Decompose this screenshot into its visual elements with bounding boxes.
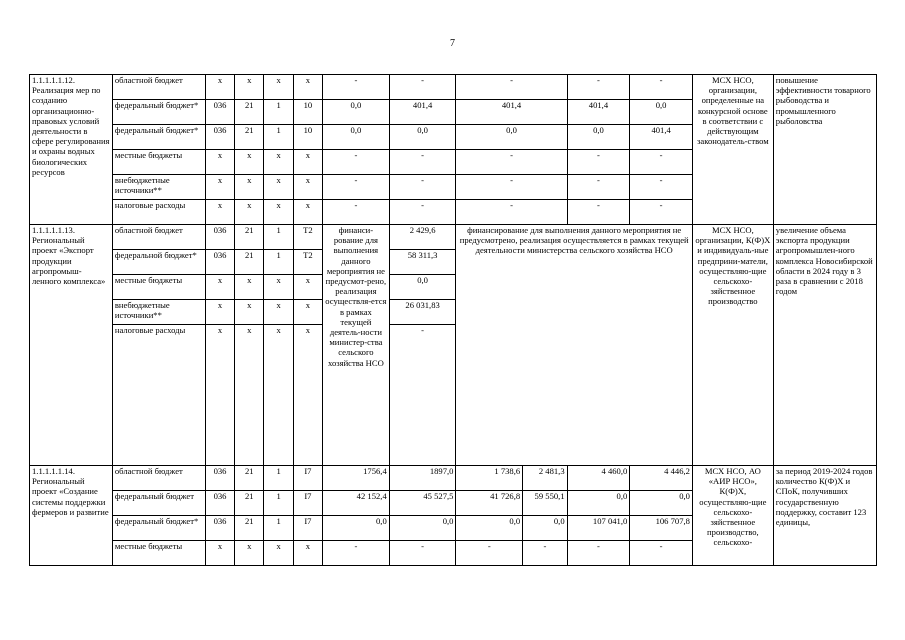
code-cell: х — [205, 175, 234, 200]
code-cell: х — [264, 150, 293, 175]
funding-source: местные бюджеты — [112, 150, 205, 175]
value-cell: 401,4 — [567, 100, 630, 125]
funding-source: налоговые расходы — [112, 325, 205, 466]
value-cell: - — [630, 75, 693, 100]
code-cell: 036 — [205, 225, 234, 250]
value-cell: 4 446,2 — [630, 466, 693, 491]
code-cell: I7 — [293, 466, 322, 491]
value-cell: 401,4 — [630, 125, 693, 150]
executor-cell: МСХ НСО, АО «АИР НСО», К(Ф)Х, осуществляю-щие сельскохо-зяйственное производство, сельскохо- — [692, 466, 773, 566]
value-cell: 1897,0 — [389, 466, 456, 491]
value-cell: 0,0 — [389, 516, 456, 541]
funding-source: местные бюджеты — [112, 541, 205, 566]
value-cell: - — [389, 175, 456, 200]
code-cell: х — [235, 175, 264, 200]
value-cell: 0,0 — [567, 125, 630, 150]
executor-cell: МСХ НСО, организации, К(Ф)Х и индивидуаль-ные предприни-матели, осуществляю-щие сельскохо-зяйственное производство — [692, 225, 773, 466]
measure-name: 1.1.1.1.1.12. Реализация мер по созданию организационно-правовых условий деятельности в сфере регулирования и охраны водных биологических ресурсов — [30, 75, 113, 225]
code-cell: х — [205, 275, 234, 300]
funding-source: федеральный бюджет* — [112, 516, 205, 541]
funding-source: налоговые расходы — [112, 200, 205, 225]
value-cell: 0,0 — [323, 516, 390, 541]
code-cell: х — [205, 541, 234, 566]
code-cell: 036 — [205, 491, 234, 516]
value-cell: - — [323, 175, 390, 200]
result-cell: повышение эффективности товарного рыбоводства и промышленного рыболовства — [773, 75, 876, 225]
value-cell: 0,0 — [323, 100, 390, 125]
funding-source: местные бюджеты — [112, 275, 205, 300]
value-cell: 401,4 — [456, 100, 567, 125]
code-cell: 036 — [205, 516, 234, 541]
measure-name: 1.1.1.1.1.13. Региональный проект «Экспорт продукции агропромыш-ленного комплекса» — [30, 225, 113, 466]
value-cell: - — [567, 541, 630, 566]
value-cell: - — [389, 200, 456, 225]
code-cell: 036 — [205, 466, 234, 491]
value-cell: 2 481,3 — [523, 466, 567, 491]
code-cell: I7 — [293, 491, 322, 516]
code-cell: х — [235, 75, 264, 100]
table-row — [30, 75, 877, 100]
value-cell: 401,4 — [389, 100, 456, 125]
code-cell: Т2 — [293, 250, 322, 275]
page-number: 7 — [450, 38, 455, 49]
value-cell: - — [456, 150, 567, 175]
code-cell: 10 — [293, 125, 322, 150]
value-cell: 0,0 — [630, 100, 693, 125]
code-cell: Т2 — [293, 225, 322, 250]
result-cell: за период 2019-2024 годов количество К(Ф)Х и СПоК, получивших государственную поддержку, составит 123 единицы, — [773, 466, 876, 566]
code-cell: х — [293, 275, 322, 300]
code-cell: 21 — [235, 225, 264, 250]
code-cell: х — [205, 300, 234, 325]
note-cell: финанси-рование для выполнения данного мероприятия не предусмот-рено, реализация осуществля-ется в рамках текущей деятель-ности министер-ства сельского хозяйства НСО — [323, 225, 390, 466]
code-cell: 21 — [235, 125, 264, 150]
code-cell: 1 — [264, 125, 293, 150]
code-cell: х — [293, 200, 322, 225]
value-cell: - — [630, 150, 693, 175]
code-cell: х — [264, 200, 293, 225]
value-cell: 45 527,5 — [389, 491, 456, 516]
value-cell: - — [567, 75, 630, 100]
code-cell: 10 — [293, 100, 322, 125]
code-cell: 1 — [264, 516, 293, 541]
code-cell: х — [293, 325, 322, 466]
code-cell: х — [293, 75, 322, 100]
value-cell: 41 726,8 — [456, 491, 523, 516]
code-cell: х — [205, 150, 234, 175]
code-cell: х — [264, 300, 293, 325]
value-cell: 0,0 — [456, 516, 523, 541]
code-cell: 036 — [205, 250, 234, 275]
code-cell: 036 — [205, 100, 234, 125]
code-cell: х — [264, 175, 293, 200]
funding-source: областной бюджет — [112, 466, 205, 491]
code-cell: х — [293, 175, 322, 200]
value-cell: - — [323, 541, 390, 566]
value-cell: 106 707,8 — [630, 516, 693, 541]
value-cell: 0,0 — [567, 491, 630, 516]
code-cell: 1 — [264, 491, 293, 516]
funding-source: областной бюджет — [112, 75, 205, 100]
code-cell: х — [235, 275, 264, 300]
code-cell: 21 — [235, 100, 264, 125]
value-cell: 1756,4 — [323, 466, 390, 491]
code-cell: I7 — [293, 516, 322, 541]
code-cell: 1 — [264, 466, 293, 491]
table-row — [30, 466, 877, 491]
value-cell: 0,0 — [389, 125, 456, 150]
executor-cell: МСХ НСО, организации, определенные на конкурсной основе в соответствии с действующим законодатель-ством — [692, 75, 773, 225]
value-cell: - — [456, 175, 567, 200]
value-cell: 0,0 — [456, 125, 567, 150]
value-cell: 2 429,6 — [389, 225, 456, 250]
code-cell: 1 — [264, 250, 293, 275]
value-cell: - — [523, 541, 567, 566]
value-cell: - — [630, 175, 693, 200]
program-table — [29, 74, 877, 566]
code-cell: х — [293, 541, 322, 566]
result-cell: увеличение объема экспорта продукции агропромышлен-ного комплекса Новосибирской области в 2024 году в 3 раза в сравнении с 2018 годом — [773, 225, 876, 466]
funding-source: федеральной бюджет* — [112, 250, 205, 275]
value-cell: 59 550,1 — [523, 491, 567, 516]
value-cell: - — [389, 325, 456, 466]
code-cell: х — [264, 75, 293, 100]
value-cell: 1 738,6 — [456, 466, 523, 491]
value-cell: - — [630, 541, 693, 566]
code-cell: х — [235, 300, 264, 325]
code-cell: х — [235, 150, 264, 175]
value-cell: - — [567, 200, 630, 225]
funding-source: федеральный бюджет — [112, 491, 205, 516]
code-cell: х — [235, 325, 264, 466]
value-cell: - — [456, 75, 567, 100]
code-cell: х — [205, 200, 234, 225]
funding-source: внебюджетные источники** — [112, 300, 205, 325]
value-cell: - — [567, 175, 630, 200]
value-cell: - — [567, 150, 630, 175]
funding-source: областной бюджет — [112, 225, 205, 250]
value-cell: 0,0 — [630, 491, 693, 516]
value-cell: - — [456, 541, 523, 566]
code-cell: х — [235, 200, 264, 225]
code-cell: х — [205, 75, 234, 100]
value-cell: 26 031,83 — [389, 300, 456, 325]
value-cell: - — [323, 75, 390, 100]
value-cell: 42 152,4 — [323, 491, 390, 516]
code-cell: 1 — [264, 225, 293, 250]
funding-source: федеральный бюджет* — [112, 125, 205, 150]
value-cell: - — [389, 150, 456, 175]
value-cell: 0,0 — [523, 516, 567, 541]
funding-source: федеральный бюджет* — [112, 100, 205, 125]
code-cell: х — [264, 275, 293, 300]
code-cell: х — [205, 325, 234, 466]
value-cell: 4 460,0 — [567, 466, 630, 491]
value-cell: - — [389, 541, 456, 566]
measure-name: 1.1.1.1.1.14. Региональный проект «Создание системы поддержки фермеров и развитие — [30, 466, 113, 566]
code-cell: 21 — [235, 516, 264, 541]
table-row — [30, 225, 877, 250]
code-cell: х — [235, 541, 264, 566]
value-cell: 107 041,0 — [567, 516, 630, 541]
value-cell: - — [630, 200, 693, 225]
code-cell: х — [293, 300, 322, 325]
value-cell: - — [323, 150, 390, 175]
code-cell: 21 — [235, 250, 264, 275]
code-cell: х — [293, 150, 322, 175]
value-cell: 58 311,3 — [389, 250, 456, 275]
value-cell: 0,0 — [389, 275, 456, 300]
code-cell: 21 — [235, 466, 264, 491]
code-cell: х — [264, 325, 293, 466]
value-cell: 0,0 — [323, 125, 390, 150]
code-cell: 036 — [205, 125, 234, 150]
funding-source: внебюджетные источники** — [112, 175, 205, 200]
code-cell: 1 — [264, 100, 293, 125]
code-cell: 21 — [235, 491, 264, 516]
value-cell: - — [323, 200, 390, 225]
code-cell: х — [264, 541, 293, 566]
note-cell: финансирование для выполнения данного мероприятия не предусмотрено, реализация осуществляется в рамках текущей деятельности министерства сельского хозяйства НСО — [456, 225, 692, 466]
value-cell: - — [389, 75, 456, 100]
value-cell: - — [456, 200, 567, 225]
